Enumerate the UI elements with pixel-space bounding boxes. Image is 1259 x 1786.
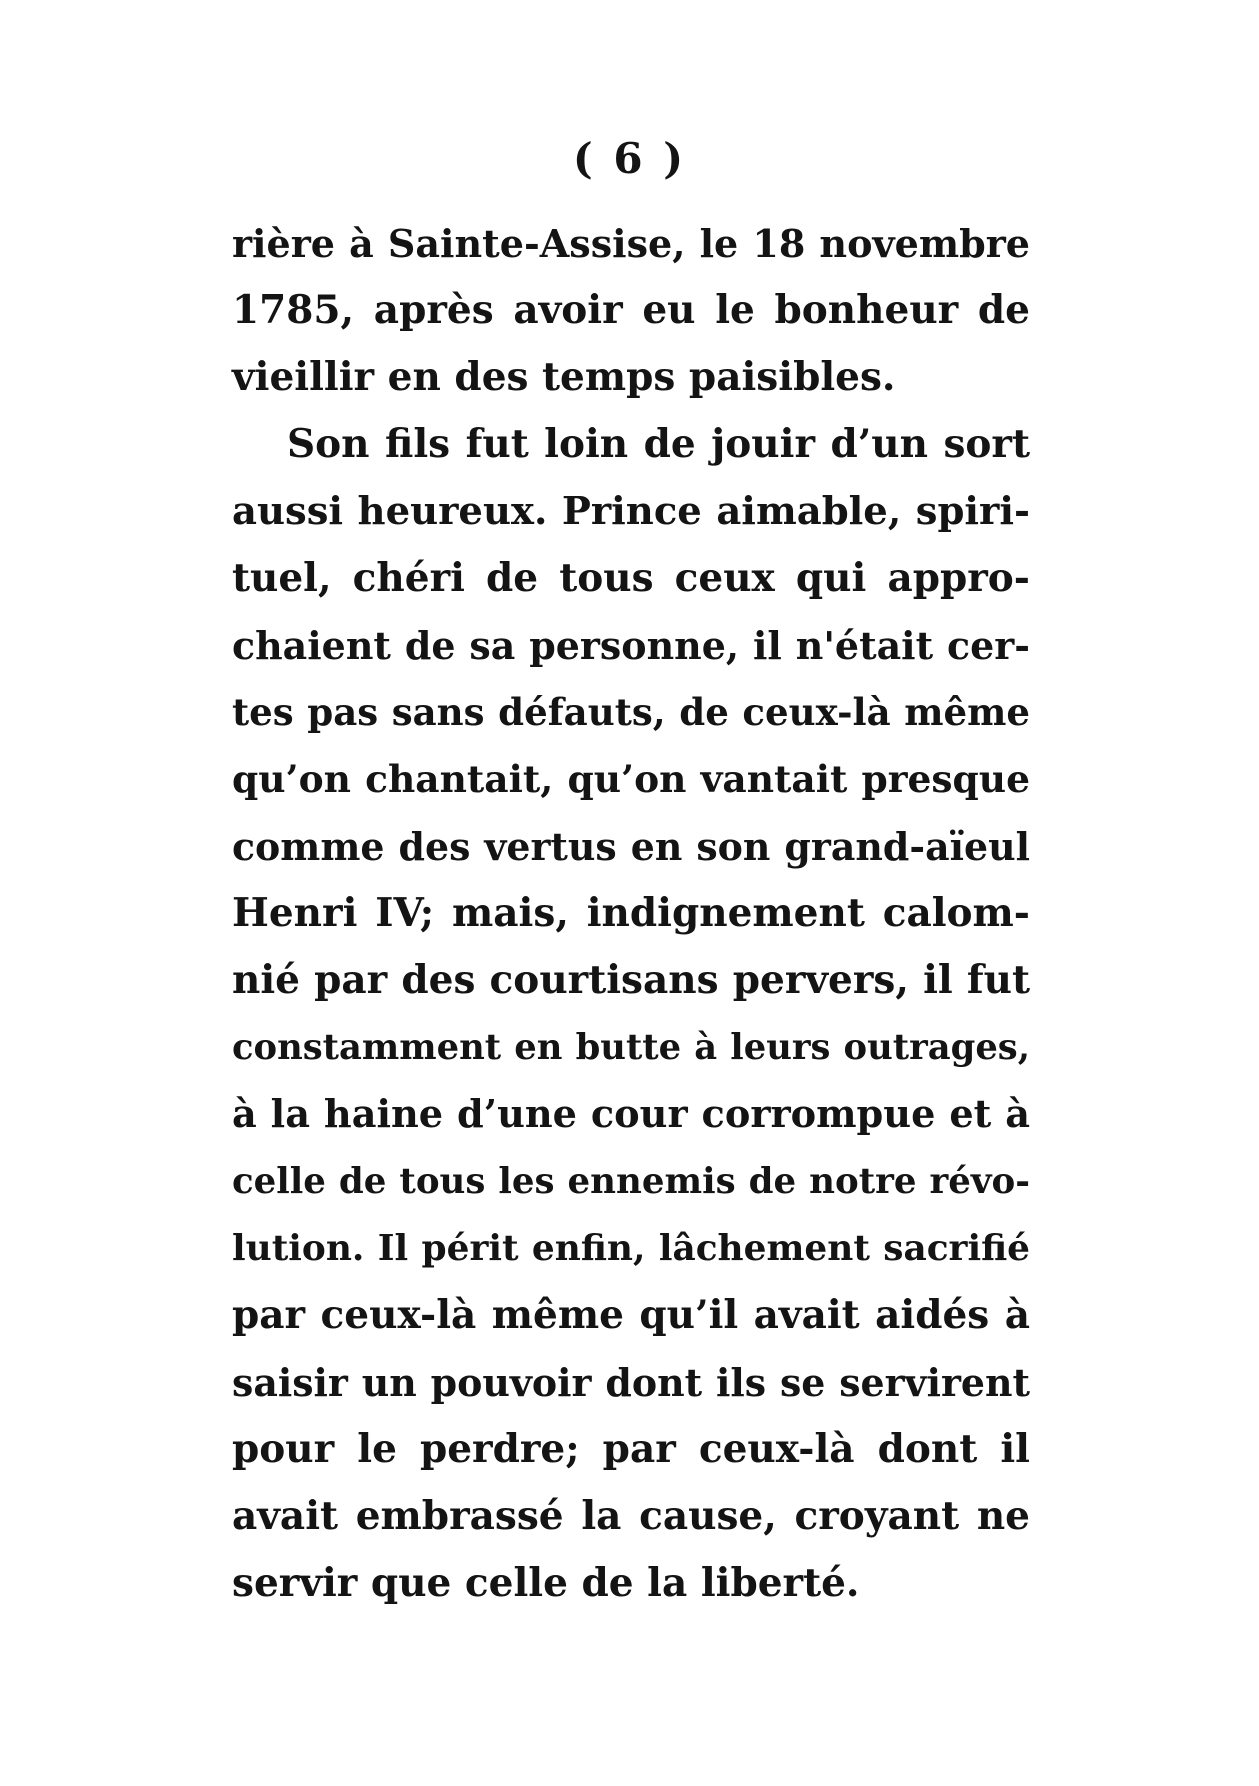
body-text [232,210,1030,1617]
text-line: avait embrassé la cause, croyant ne [232,1493,1030,1539]
text-line: saisir un pouvoir dont ils se servirent [232,1360,1030,1405]
text-line: lution. Il périt enfin, lâchement sacrifié [232,1227,1030,1269]
text-line: comme des vertus en son grand-aïeul [232,824,1030,869]
text-line: à la haine d’une cour corrompue et à [232,1092,1030,1137]
text-line: constamment en butte à leurs outrages, [232,1027,1030,1068]
text-line: tuel, chéri de tous ceux qui appro- [232,555,1030,601]
text-line: rière à Sainte-Assise, le 18 novembre [232,221,1030,266]
paragraph-start-line: Son fils fut loin de jouir d’un sort [287,421,1030,467]
text-line: qu’on chantait, qu’on vantait presque [232,757,1030,801]
text-line: celle de tous les ennemis de notre révo- [232,1161,1030,1202]
text-line: pour le perdre; par ceux-là dont il [232,1426,1030,1472]
text-line: chaient de sa personne, il n'était cer- [232,623,1030,668]
text-line: nié par des courtisans pervers, il fut [232,957,1030,1003]
text-line: vieillir en des temps paisibles. [232,354,896,400]
text-line: tes pas sans défauts, de ceux-là même [232,690,1030,734]
text-line: par ceux-là même qu’il avait aidés à [232,1292,1030,1338]
text-line: 1785, après avoir eu le bonheur de [232,287,1030,333]
text-line: aussi heureux. Prince aimable, spiri- [232,489,1030,534]
text-line: Henri IV; mais, indignement calom- [232,890,1030,936]
page-number: ( 6 ) [572,134,687,183]
text-line: servir que celle de la liberté. [232,1560,860,1606]
